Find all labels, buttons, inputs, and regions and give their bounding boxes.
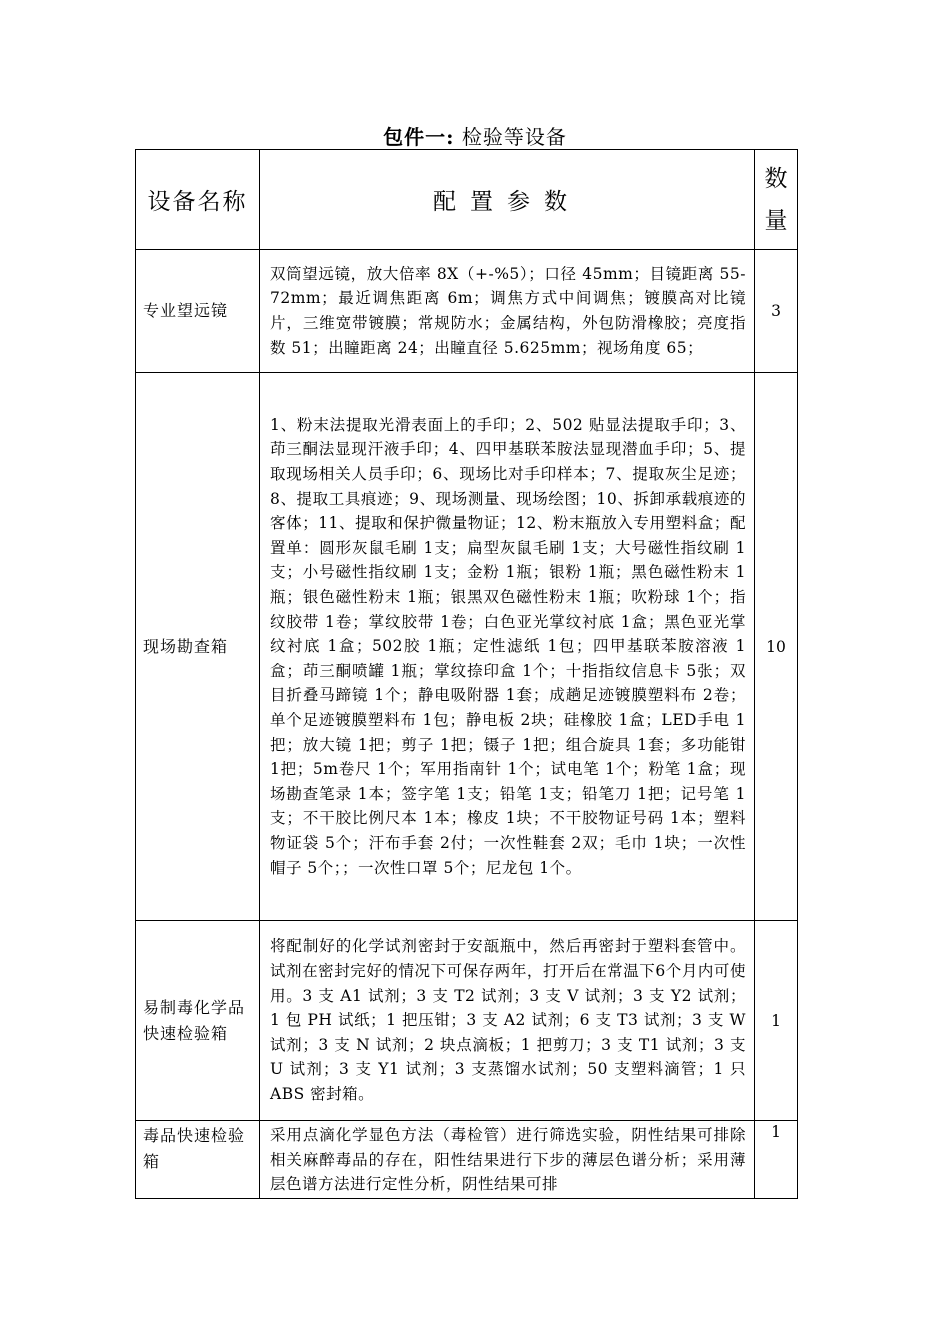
page-title-category: 检验等设备: [461, 125, 567, 149]
table-header-row: [136, 150, 798, 250]
config-params-cell: 采用点滴化学显色方法（毒检管）进行筛选实验，阴性结果可排除相关麻醉毒品的存在，阳性结果进行下步的薄层色谱分析；采用薄层色谱方法进行定性分析，阴性结果可排: [260, 1121, 755, 1199]
table-row: [136, 1121, 798, 1199]
equipment-name-cell: 易制毒化学品快速检验箱: [136, 921, 260, 1121]
table-row: [136, 373, 798, 921]
config-params-cell: 1、粉末法提取光滑表面上的手印；2、502 贴显法提取手印；3、茚三酮法显现汗液手印；4、四甲基联苯胺法显现潜血手印；5、提取现场相关人员手印；6、现场比对手印样本；7、提取灰尘足迹；8、提取工具痕迹；9、现场测量、现场绘图；10、拆卸承载痕迹的客体；11、提取和保护微量物证；12、粉末瓶放入专用塑料盒；配置单：圆形灰鼠毛刷 1支；扁型灰鼠毛刷 1支；大号磁性指纹刷 1支；小号磁性指纹刷 1支；金粉 1瓶；银粉 1瓶；黑色磁性粉末 1瓶；银色磁性粉末 1瓶；银黑双色磁性粉末 1瓶；吹粉球 1个；指纹胶带 1卷；掌纹胶带 1卷；白色亚光掌纹衬底 1盒；黑色亚光掌纹衬底 1盒；502胶 1瓶；定性滤纸 1包；四甲基联苯胺溶液 1盒；茚三酮喷罐 1瓶；掌纹捺印盒 1个；十指指纹信息卡 5张；双目折叠马蹄镜 1个；静电吸附器 1套；成趟足迹镀膜塑料布 2卷；单个足迹镀膜塑料布 1包；静电板 2块；硅橡胶 1盒；LED手电 1把；放大镜 1把；剪子 1把；镊子 1把；组合旋具 1套；多功能钳 1把；5m卷尺 1个；军用指南针 1个；试电笔 1个；粉笔 1盒；现场勘查笔录 1本；签字笔 1支；铅笔 1支；铅笔刀 1把；记号笔 1支；不干胶比例尺本 1本；橡皮 1块；不干胶物证号码 1本；塑料物证袋 5个；汗布手套 2付；一次性鞋套 2双；毛巾 1块；一次性帽子 5个；；一次性口罩 5个；尼龙包 1个。: [260, 373, 755, 921]
page-title-package: 包件一:: [383, 125, 455, 149]
equipment-name-cell: 专业望远镜: [136, 250, 260, 373]
quantity-cell: 1: [755, 1121, 798, 1199]
header-quantity-line1: 数: [764, 165, 788, 192]
quantity-cell: 3: [755, 250, 798, 373]
table-row: [136, 250, 798, 373]
config-params-cell: 将配制好的化学试剂密封于安瓿瓶中，然后再密封于塑料套管中。试剂在密封完好的情况下可保存两年，打开后在常温下6个月内可使用。3 支 A1 试剂；3 支 T2 试剂；3 支 V 试剂；3 支 Y2 试剂；1 包 PH 试纸；1 把压钳；3 支 A2 试剂；6 支 T3 试剂；3 支 W 试剂；3 支 N 试剂；2 块点滴板；1 把剪刀；3 支 T1 试剂；3 支 U 试剂；3 支 Y1 试剂；3 支蒸馏水试剂；50 支塑料滴管；1 只 ABS 密封箱。: [260, 921, 755, 1121]
quantity-cell: 1: [755, 921, 798, 1121]
config-params-cell: 双筒望远镜，放大倍率 8X（+-%5）；口径 45mm；目镜距离 55-72mm；最近调焦距离 6m；调焦方式中间调焦；镀膜高对比镜片，三维宽带镀膜；常规防水；金属结构，外包防滑橡胶；亮度指数 51；出瞳距离 24；出瞳直径 5.625mm；视场角度 65；: [260, 250, 755, 373]
header-equipment-name: 设备名称: [136, 150, 260, 250]
page-title: [0, 122, 950, 152]
table-row: [136, 921, 798, 1121]
header-quantity-line2: 量: [764, 207, 788, 234]
quantity-cell: 10: [755, 373, 798, 921]
equipment-name-cell: 毒品快速检验箱: [136, 1121, 260, 1199]
equipment-table: [135, 149, 798, 1199]
header-config-params: 配置参数: [260, 150, 755, 250]
equipment-name-cell: 现场勘查箱: [136, 373, 260, 921]
header-quantity: [755, 150, 798, 250]
